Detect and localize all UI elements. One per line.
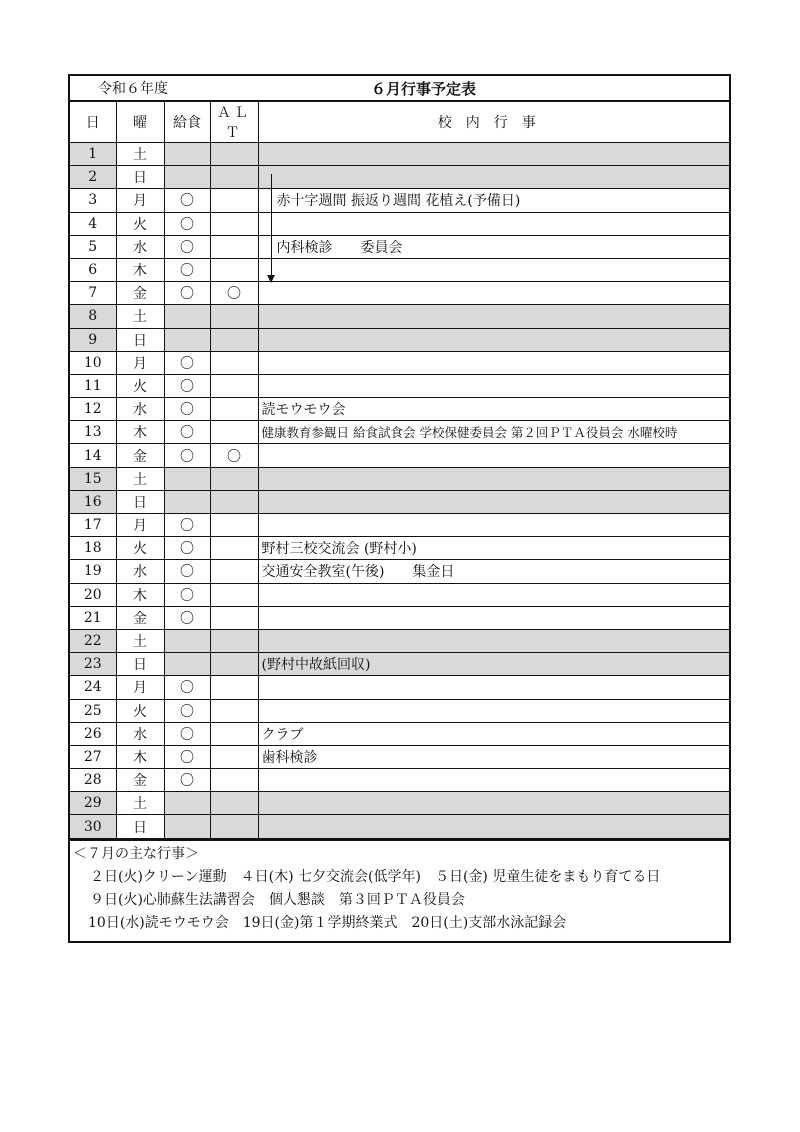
weekday-cell: 月 (116, 351, 164, 374)
kyushoku-cell: 〇 (164, 745, 210, 768)
kyushoku-cell: 〇 (164, 583, 210, 606)
weekday-cell: 月 (116, 514, 164, 537)
table-row (70, 792, 729, 815)
alt-cell (210, 792, 258, 815)
kyushoku-cell: 〇 (164, 282, 210, 305)
table-row (70, 537, 729, 560)
kyushoku-cell: 〇 (164, 421, 210, 444)
weekday-cell: 土 (116, 792, 164, 815)
day-cell: 17 (70, 514, 116, 537)
kyushoku-cell (164, 653, 210, 676)
alt-cell (210, 606, 258, 629)
day-cell: 20 (70, 583, 116, 606)
events-cell (258, 769, 729, 792)
alt-cell (210, 745, 258, 768)
weekday-cell: 木 (116, 583, 164, 606)
header-weekday: 曜 (116, 102, 164, 143)
header-alt: ＡＬＴ (210, 102, 258, 143)
day-cell: 1 (70, 143, 116, 166)
weekday-cell: 日 (116, 166, 164, 189)
table-row (70, 467, 729, 490)
alt-cell (210, 583, 258, 606)
kyushoku-cell (164, 166, 210, 189)
day-cell: 13 (70, 421, 116, 444)
events-cell (258, 490, 729, 513)
table-row (70, 745, 729, 768)
header-events: 校内行事 (258, 102, 729, 143)
day-cell: 2 (70, 166, 116, 189)
alt-cell (210, 629, 258, 652)
alt-cell (210, 212, 258, 235)
weekday-cell: 日 (116, 328, 164, 351)
kyushoku-cell (164, 305, 210, 328)
table-row (70, 305, 729, 328)
day-cell: 29 (70, 792, 116, 815)
events-cell (258, 583, 729, 606)
events-cell: 内科検診 委員会 (258, 235, 729, 258)
table-row (70, 421, 729, 444)
alt-cell (210, 699, 258, 722)
alt-cell (210, 235, 258, 258)
events-cell (258, 212, 729, 235)
weekday-cell: 水 (116, 722, 164, 745)
events-cell (258, 143, 729, 166)
table-row (70, 490, 729, 513)
kyushoku-cell (164, 467, 210, 490)
day-cell: 25 (70, 699, 116, 722)
weekday-cell: 木 (116, 258, 164, 281)
title-row (70, 76, 729, 101)
weekday-cell: 火 (116, 537, 164, 560)
weekday-cell: 月 (116, 676, 164, 699)
weekday-cell: 月 (116, 189, 164, 212)
july-title: ＜７月の主な行事＞ (73, 845, 199, 862)
events-cell (258, 676, 729, 699)
day-cell: 6 (70, 258, 116, 281)
kyushoku-cell: 〇 (164, 351, 210, 374)
alt-cell: 〇 (210, 282, 258, 305)
weekday-cell: 土 (116, 629, 164, 652)
july-line: ９日(火)心肺蘇生法講習会 個人懇談 第３回ＰＴＡ役員会 (90, 891, 465, 908)
weekday-cell: 火 (116, 212, 164, 235)
weekday-cell: 金 (116, 282, 164, 305)
table-row (70, 560, 729, 583)
events-cell (258, 815, 729, 838)
kyushoku-cell: 〇 (164, 722, 210, 745)
alt-cell (210, 560, 258, 583)
day-cell: 21 (70, 606, 116, 629)
day-cell: 18 (70, 537, 116, 560)
schedule-sheet (68, 74, 731, 943)
alt-cell: 〇 (210, 444, 258, 467)
day-cell: 16 (70, 490, 116, 513)
table-row (70, 606, 729, 629)
table-row (70, 328, 729, 351)
kyushoku-cell: 〇 (164, 514, 210, 537)
weekday-cell: 金 (116, 444, 164, 467)
events-cell (258, 629, 729, 652)
alt-cell (210, 514, 258, 537)
table-row (70, 235, 729, 258)
table-row (70, 769, 729, 792)
alt-cell (210, 722, 258, 745)
events-cell: 健康教育参観日 給食試食会 学校保健委員会 第２回ＰＴＡ役員会 水曜校時 (258, 421, 729, 444)
events-cell (258, 351, 729, 374)
day-cell: 24 (70, 676, 116, 699)
events-cell (258, 792, 729, 815)
day-cell: 28 (70, 769, 116, 792)
events-cell: 交通安全教室(午後) 集金日 (258, 560, 729, 583)
alt-cell (210, 537, 258, 560)
day-cell: 30 (70, 815, 116, 838)
alt-cell (210, 328, 258, 351)
events-cell: 野村三校交流会 (野村小) (258, 537, 729, 560)
events-cell (258, 699, 729, 722)
weekday-cell: 木 (116, 745, 164, 768)
events-cell (258, 606, 729, 629)
alt-cell (210, 467, 258, 490)
table-row (70, 699, 729, 722)
day-cell: 8 (70, 305, 116, 328)
day-cell: 5 (70, 235, 116, 258)
table-row (70, 583, 729, 606)
alt-cell (210, 653, 258, 676)
weekday-cell: 日 (116, 490, 164, 513)
kyushoku-cell: 〇 (164, 258, 210, 281)
arrow-down-icon (267, 275, 275, 283)
events-cell: クラブ (258, 722, 729, 745)
kyushoku-cell: 〇 (164, 374, 210, 397)
weekday-cell: 金 (116, 769, 164, 792)
july-line: ２日(火)クリーン運動 ４日(木) 七夕交流会(低学年) ５日(金) 児童生徒をまもり育てる日 (90, 868, 661, 885)
kyushoku-cell: 〇 (164, 189, 210, 212)
kyushoku-cell (164, 629, 210, 652)
alt-cell (210, 189, 258, 212)
schedule-table (70, 101, 729, 839)
table-row (70, 351, 729, 374)
events-cell: (野村中故紙回収) (258, 653, 729, 676)
kyushoku-cell: 〇 (164, 398, 210, 421)
table-row (70, 189, 729, 212)
events-cell (258, 258, 729, 281)
kyushoku-cell (164, 143, 210, 166)
events-cell (258, 467, 729, 490)
day-cell: 10 (70, 351, 116, 374)
kyushoku-cell (164, 792, 210, 815)
kyushoku-cell: 〇 (164, 444, 210, 467)
kyushoku-cell: 〇 (164, 212, 210, 235)
weekday-cell: 火 (116, 699, 164, 722)
table-header-row (70, 102, 729, 143)
header-kyushoku: 給食 (164, 102, 210, 143)
day-cell: 4 (70, 212, 116, 235)
weekday-cell: 日 (116, 653, 164, 676)
day-cell: 15 (70, 467, 116, 490)
kyushoku-cell: 〇 (164, 537, 210, 560)
weekday-cell: 水 (116, 560, 164, 583)
day-cell: 3 (70, 189, 116, 212)
events-cell (258, 514, 729, 537)
day-cell: 22 (70, 629, 116, 652)
day-cell: 23 (70, 653, 116, 676)
events-cell: 読モウモウ会 (258, 398, 729, 421)
events-cell (258, 305, 729, 328)
day-cell: 14 (70, 444, 116, 467)
weekday-cell: 日 (116, 815, 164, 838)
alt-cell (210, 676, 258, 699)
table-row (70, 374, 729, 397)
events-cell (258, 166, 729, 189)
table-row (70, 722, 729, 745)
alt-cell (210, 421, 258, 444)
table-row (70, 212, 729, 235)
alt-cell (210, 258, 258, 281)
fiscal-year: 令和６年度 (98, 81, 168, 97)
table-row (70, 444, 729, 467)
weekday-cell: 土 (116, 305, 164, 328)
kyushoku-cell: 〇 (164, 560, 210, 583)
events-cell (258, 282, 729, 305)
table-row (70, 143, 729, 166)
weekday-cell: 水 (116, 235, 164, 258)
kyushoku-cell: 〇 (164, 606, 210, 629)
table-row (70, 282, 729, 305)
alt-cell (210, 815, 258, 838)
kyushoku-cell (164, 490, 210, 513)
table-row (70, 653, 729, 676)
day-cell: 7 (70, 282, 116, 305)
kyushoku-cell: 〇 (164, 235, 210, 258)
events-cell (258, 328, 729, 351)
table-row (70, 629, 729, 652)
kyushoku-cell: 〇 (164, 769, 210, 792)
weekday-cell: 金 (116, 606, 164, 629)
events-cell: 歯科検診 (258, 745, 729, 768)
day-cell: 12 (70, 398, 116, 421)
kyushoku-cell (164, 815, 210, 838)
events-cell (258, 444, 729, 467)
alt-cell (210, 351, 258, 374)
day-cell: 26 (70, 722, 116, 745)
alt-cell (210, 490, 258, 513)
table-row (70, 398, 729, 421)
day-cell: 9 (70, 328, 116, 351)
weekday-cell: 土 (116, 143, 164, 166)
table-row (70, 676, 729, 699)
kyushoku-cell (164, 328, 210, 351)
schedule-rows (70, 143, 729, 839)
page-title: ６月行事予定表 (370, 79, 476, 98)
table-row (70, 514, 729, 537)
table-row (70, 258, 729, 281)
kyushoku-cell: 〇 (164, 676, 210, 699)
week-span-arrow-line (271, 174, 272, 275)
events-cell (258, 374, 729, 397)
alt-cell (210, 374, 258, 397)
day-cell: 27 (70, 745, 116, 768)
alt-cell (210, 769, 258, 792)
events-cell: 赤十字週間 振返り週間 花植え(予備日) (258, 189, 729, 212)
july-events (70, 839, 729, 941)
table-row (70, 815, 729, 838)
weekday-cell: 木 (116, 421, 164, 444)
weekday-cell: 土 (116, 467, 164, 490)
day-cell: 19 (70, 560, 116, 583)
alt-cell (210, 305, 258, 328)
weekday-cell: 水 (116, 398, 164, 421)
day-cell: 11 (70, 374, 116, 397)
header-day: 日 (70, 102, 116, 143)
alt-cell (210, 166, 258, 189)
alt-cell (210, 398, 258, 421)
table-row (70, 166, 729, 189)
alt-cell (210, 143, 258, 166)
kyushoku-cell: 〇 (164, 699, 210, 722)
weekday-cell: 火 (116, 374, 164, 397)
july-line: 10日(水)読モウモウ会 19日(金)第１学期終業式 20日(土)支部水泳記録会 (88, 914, 567, 931)
